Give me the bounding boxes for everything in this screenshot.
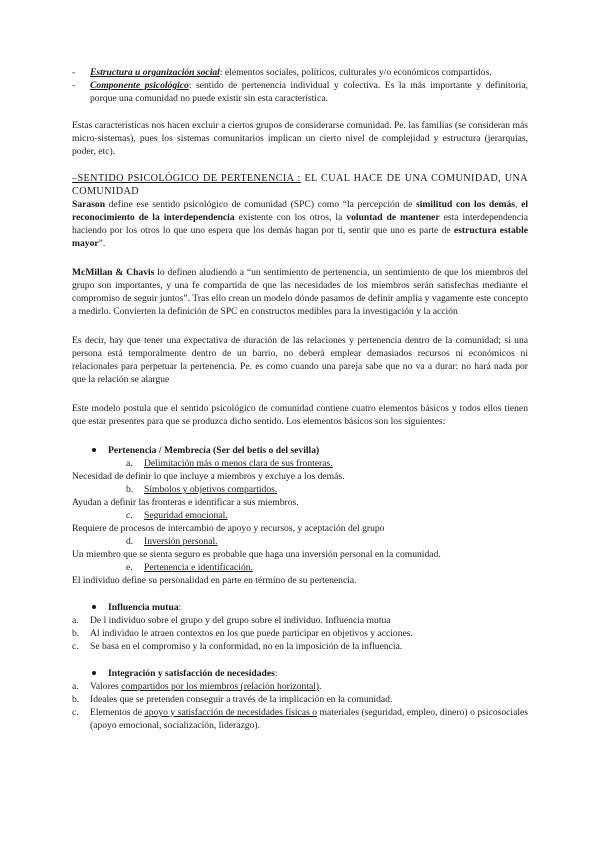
item-marker: a. xyxy=(72,615,79,626)
item-label: Símbolos y objetivos compartidos. xyxy=(144,484,278,495)
item-label: Inversión personal. xyxy=(144,536,218,547)
bullet-marker: - xyxy=(72,67,76,78)
text-span: , xyxy=(515,199,522,210)
item-label: Seguridad emocional. xyxy=(144,510,228,521)
item-label: Pertenencia e identificación. xyxy=(144,562,253,573)
sarason-paragraph xyxy=(72,198,528,250)
list-item xyxy=(72,509,528,522)
item-text: materiales (seguridad, empleo, dinero) o psicosociales (apoyo emocional, socialización, liderazgo). xyxy=(90,707,528,731)
list-item xyxy=(72,614,528,627)
item-desc: Requiere de procesos de intercambio de apoyo y recursos, y aceptación del grupo xyxy=(72,523,385,534)
item-desc: Ayudan a definir las fronteras e identificar a sus miembros. xyxy=(72,497,299,508)
bold-span: estructura estable mayor xyxy=(72,225,528,249)
bullet-dot-icon xyxy=(92,671,96,675)
item-text: Se basa en el compromiso y la conformidad, no en la imposición de la influencia. xyxy=(90,641,403,652)
item-marker: c. xyxy=(72,641,79,652)
list-item xyxy=(72,483,528,496)
text-span: esta interdependencia haciendo por los otros lo que uno espera que los demás hagan por ti, sentir que uno es parte de xyxy=(72,212,529,236)
paragraph: Estas características nos hacen excluir a ciertos grupos de considerarse comunidad. Pe. las familias (se consideran más micro-sistemas), pues los sistemas comunitarios implican un cierto nivel de complejidad y estructura (jerarquías, poder, etc). xyxy=(72,120,528,157)
item-marker: c. xyxy=(72,707,79,718)
bold-span: similitud con los demás xyxy=(416,199,515,210)
item-marker: c. xyxy=(126,510,133,521)
section-title: Influencia mutua xyxy=(108,602,179,613)
item-underlined: apoyo y satisfacción de necesidades físicas o xyxy=(144,707,318,718)
item-desc: Necesidad de definir lo que incluye a miembros y excluye a los demás. xyxy=(72,471,345,482)
item-label: Delimitación más o menos clara de sus fronteras. xyxy=(144,458,333,469)
list-item xyxy=(72,693,528,706)
term-desc: : elementos sociales, políticos, culturales y/o económicos compartidos. xyxy=(219,67,492,78)
item-text: Ideales que se pretenden conseguir a través de la implicación en la comunidad. xyxy=(90,694,393,705)
heading-underlined: –SENTIDO PSICOLÓGICO DE PERTENENCIA : xyxy=(72,173,301,184)
section-title: Integración y satisfacción de necesidades xyxy=(108,668,275,679)
item-marker: a. xyxy=(126,458,133,469)
text-span: ”. xyxy=(98,238,106,249)
list-item xyxy=(72,535,528,548)
item-marker: a. xyxy=(72,681,79,692)
paragraph: Es decir, hay que tener una expectativa de duración de las relaciones y pertenencia dentro de la comunidad; si una persona está temporalmente dentro de un barrio, no deberá emplear demasiados recursos ni económicos ni relacionales para perpetuar la pertenencia. Pe. es como cuando una pareja sabe que no va a durar: no hará nada por que la relación se alargue xyxy=(72,335,528,385)
item-desc: El individuo define su personalidad en parte en término de su pertenencia. xyxy=(72,575,357,586)
item-marker: b. xyxy=(126,484,134,495)
document-page xyxy=(72,66,528,732)
section-integracion: Integración y satisfacción de necesidades: a. Valores compartidos por los miembros (relación horizontal). b. Ideales que se pretenden conseguir a través de la implicación en la comunidad. c. Elementos de apoyo y satisfacción de necesidades físicas o materiales (seguridad, empleo, dinero) o psicosociales (apoyo emocional, socialización, liderazgo). xyxy=(72,668,528,731)
section-influencia: Influencia mutua: a. De l individuo sobre el grupo y del grupo sobre el individuo. Influencia mutua b. Al individuo le atraen contextos en los que puede participar en objetivos y acciones. c. Se basa en el compromiso y la conformidad, no en la imposición de la influencia. xyxy=(72,601,528,653)
item-desc: Un miembro que se sienta seguro es probable que haga una inversión personal en la comunidad. xyxy=(72,549,441,560)
item-underlined: compartidos por los miembros (relación horizontal) xyxy=(121,681,320,692)
term: Componente psicológico xyxy=(90,80,189,91)
list-item xyxy=(72,561,528,574)
author-name: Sarason xyxy=(72,199,106,210)
list-item xyxy=(72,457,528,470)
bullet-marker: - xyxy=(72,80,76,91)
item-marker: d. xyxy=(126,536,134,547)
item-text: . xyxy=(319,681,322,692)
section-pertenencia xyxy=(72,444,528,587)
list-item xyxy=(72,627,528,640)
mcmillan-paragraph xyxy=(72,266,528,318)
list-item xyxy=(72,680,528,693)
item-marker: b. xyxy=(72,694,80,705)
item-marker: b. xyxy=(72,628,80,639)
text-span: existente con los otros, la xyxy=(234,212,347,223)
item-marker: e. xyxy=(126,562,133,573)
item-text: Valores xyxy=(90,681,122,692)
term-desc: : sentido de pertenencia individual y colectiva. Es la más importante y definitoria, porque una comunidad no puede existir sin esta característica. xyxy=(90,80,528,104)
text-span: define ese sentido psicológico de comunidad (SPC) como “la percepción de xyxy=(105,199,417,210)
list-item xyxy=(72,706,528,732)
bullet-dot-icon xyxy=(92,605,96,609)
bold-span: voluntad de mantener xyxy=(346,212,440,223)
paragraph: Este modelo postula que el sentido psicológico de comunidad contiene cuatro elementos básicos y todos ellos tienen que estar presentes para que se produzca dicho sentido. Los elementos básicos son los siguientes: xyxy=(72,403,528,427)
bullet-dot-icon xyxy=(92,448,96,452)
heading-rest: EL CUAL HACE DE UNA COMUNIDAD, UNA COMUNIDAD xyxy=(72,173,528,197)
bold-span: el reconocimiento de la interdependencia xyxy=(72,199,529,223)
term: Estructura u organización social xyxy=(90,67,220,78)
section-heading xyxy=(72,172,528,198)
list-item xyxy=(72,66,528,79)
list-item xyxy=(72,640,528,653)
text-span: lo definen aludiendo a “un sentimiento de pertenencia, un sentimiento de que los miembros del grupo son importantes, y una fe compartida de que las necesidades de los miembros serán satisfechas mediante el compromiso de seguir juntos”. Tras ello crean un modelo dónde pasamos de definir amplia y vagamente este concepto a medirlo. Convierten la definición de SPC en constructos medibles para la investigación y la acción xyxy=(72,267,528,317)
item-text: Elementos de xyxy=(90,707,145,718)
section-title: Pertenencia / Membrecía (Ser del betis o del sevilla) xyxy=(108,445,320,456)
item-text: De l individuo sobre el grupo y del grupo sobre el individuo. Influencia mutua xyxy=(90,615,391,626)
list-item xyxy=(72,79,528,105)
item-text: Al individuo le atraen contextos en los que puede participar en objetivos y acciones. xyxy=(90,628,413,639)
author-name: McMillan & Chavis xyxy=(72,267,155,278)
